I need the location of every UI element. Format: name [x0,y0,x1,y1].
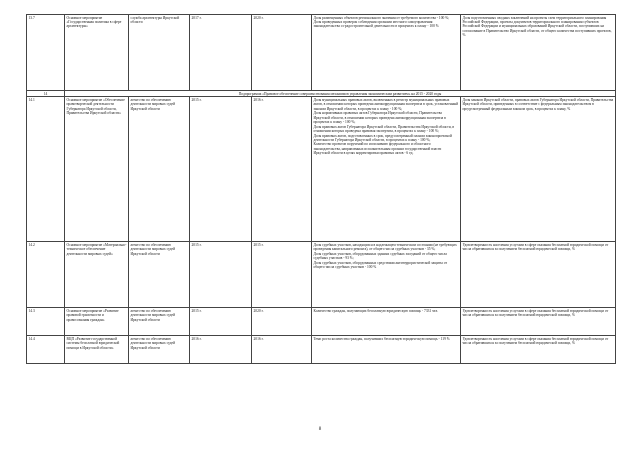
start-date: 2015 г. [190,242,252,308]
measure-name: Основное мероприятие «Обеспечение правотворческой деятельности Губернатора Иркутской области, Правительства Иркутской области» [65,97,129,242]
row-number: 14.1 [27,97,65,242]
indicators-cell [312,15,461,91]
row-number: 14.3 [27,308,65,336]
start-date: 2017 г. [190,15,252,91]
executor: агентство по обеспечению деятельности мировых судей Иркутской области [129,242,190,308]
target-indicator: Доля подготовленных сводных заключений на проекты схем территориального планирования Российской Федерации, проекты документов территориального планирования субъектов Российской Федерации и муниципальных образований Иркутской области, поступивших на согласование в Правительство Иркутской области, от общего количества поступивших проектов, % [461,15,616,91]
start-date: 2015 г. [190,308,252,336]
row-number: 14.4 [27,336,65,364]
table-row [27,15,616,91]
indicator-text: Доля проведенных проверок соблюдения органами местного самоуправления законодательства о градостроительной деятельности в процентах к плану - 100 % [313,19,439,29]
target-indicator: Доля законов Иркутской области, правовых актов Губернатора Иркутской области, Правительства Иркутской области, приведенных в соответствие с федеральным законодательством в предусмотренный федеральным законом срок, в процентах к плану, % [461,97,616,242]
end-date: 2015 г. [252,242,312,308]
indicator-text: Темп роста количества граждан, получивших бесплатную юридическую помощь - 119 % [313,336,450,341]
target-indicator: Удовлетворенность населения услугами в сфере оказания бесплатной юридической помощи от числа обратившихся за получением бесплатной юридической помощи, % [461,308,616,336]
executor: агентство по обеспечению деятельности мировых судей Иркутской области [129,336,190,364]
document-page [26,14,615,364]
end-date: 2020 г. [252,15,312,91]
measure-name: Основное мероприятие «Государственная политика в сфере архитектуры» [65,15,129,91]
measure-name: Основное мероприятие «Материально-техническое обеспечение деятельности мировых судей» [65,242,129,308]
executor: агентство по обеспечению деятельности мировых судей Иркутской области [129,308,190,336]
table-row [27,336,616,364]
row-number: 14.2 [27,242,65,308]
indicator-text: Доля правовых актов, подготовленных в срок, предусмотренный планом законопроектной деятельности Губернатора Иркутской области, в процентах к плану - 100 %; [313,133,452,143]
end-date: 2020 г. [252,308,312,336]
indicator-text: Доля правовых актов Губернатора Иркутской области, Правительства Иркутской области, в отношении которых проведена правовая экспертиза, в процентах к плану - 100 %; [313,124,455,134]
indicator-text: Доля судебных участков, находящихся в надлежащем техническом состоянии (не требующих проведения капитального ремонта), от общего числа судебных участков - 35 %; [313,242,457,252]
target-indicator: Удовлетворенность населения услугами в сфере оказания бесплатной юридической помощи от числа обратившихся за получением бесплатной юридической помощи, % [461,242,616,308]
executor: служба архитектуры Иркутской области [129,15,190,91]
indicators-cell [312,242,461,308]
indicators-cell [312,336,461,364]
start-date: 2016 г. [190,336,252,364]
target-indicator: Удовлетворенность населения услугами в сфере оказания бесплатной юридической помощи от числа обратившихся за получением бесплатной юридической помощи, % [461,336,616,364]
end-date: 2016 г. [252,336,312,364]
end-date: 2016 г. [252,97,312,242]
program-measures-table [26,14,616,364]
measure-name: Основное мероприятие «Развитие правовой грамотности и правосознания граждан» [65,308,129,336]
table-row [27,308,616,336]
indicator-text: Количество граждан, получающих бесплатную юридическую помощь - 7331 чел. [313,308,439,313]
measure-name: ВЦП «Развитие государственной системы бесплатной юридической помощи в Иркутской области» [65,336,129,364]
indicators-cell [312,97,461,242]
indicator-text: Доля судебных участков, оборудованных средствами антитеррористической защиты от общего числа судебных участков - 100 % [313,260,448,270]
start-date: 2015 г. [190,97,252,242]
indicator-text: Количество проектов поручений по исполнению федерального и областного законодательства, направленных исполнительным органам государственной власти Иркутской области в целях корректировки правовых актов - 6 ед. [313,142,442,156]
row-number: 14 [27,91,65,97]
indicator-text: Доля нормативных правовых актов Губернатора Иркутской области, Правительства Иркутской области, в отношении которых проведена антикоррупционная экспертиза в процентах к плану - 100 %; [313,111,446,125]
page-number: 8 [318,427,322,432]
indicator-text: Доля судебных участков, оборудованных зданиях судебных заседаний от общего числа судебных участков - 93 %; [313,251,447,261]
indicators-cell [312,308,461,336]
table-row [27,242,616,308]
executor: агентство по обеспечению деятельности мировых судей Иркутской области [129,97,190,242]
row-number: 13.7 [27,15,65,91]
indicator-text: Доля размещенных объектов регионального значения от требуемого количества - 100 %; [313,15,450,20]
table-row [27,97,616,242]
indicator-text: Доля муниципальных правовых актов, включенных в регистр муниципальных правовых актов, в отношении которых проведена антикоррупционная экспертиза в срок, установленный законом Иркутской области, в процентах к плану - 100 %; [313,97,459,111]
subprogram-title: Подпрограмма «Правовое обеспечение совершенствования механизмов управления экономическим развитием» на 2015 - 2020 годы [65,91,616,97]
